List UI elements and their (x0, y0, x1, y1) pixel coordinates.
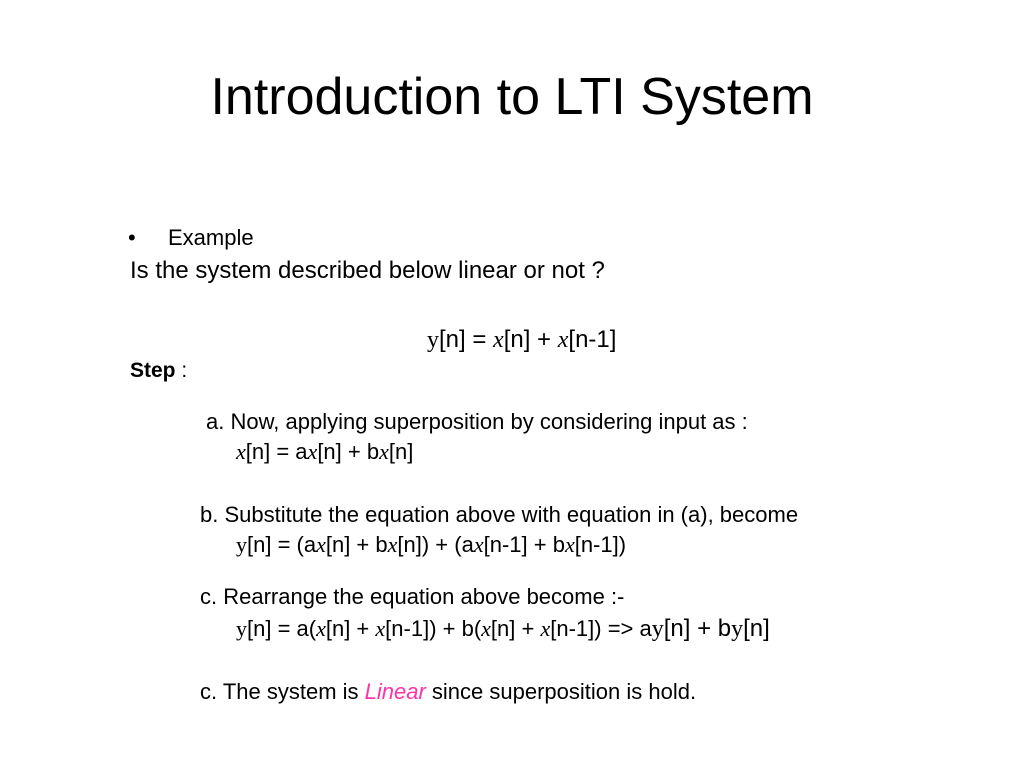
step-heading: Step : (130, 359, 188, 382)
slide-title: Introduction to LTI System (210, 68, 814, 126)
bullet-label: Example (168, 225, 254, 250)
item-a-text: a. Now, applying superposition by considering input as : (206, 409, 748, 434)
question-text: Is the system described below linear or not ? (130, 257, 605, 284)
item-b-text: b. Substitute the equation above with equation in (a), become (200, 502, 799, 527)
item-b-equation: y[n] = (ax[n] + bx[n]) + (ax[n-1] + bx[n-1]) (236, 532, 627, 557)
main-equation: y[n] = x[n] + x[n-1] (427, 326, 617, 353)
item-c-equation: y[n] = a(x[n] + x[n-1]) + b(x[n] + x[n-1]) => ay[n] + by[n] (236, 615, 770, 642)
item-a-equation: x[n] = ax[n] + bx[n] (236, 439, 414, 464)
conclusion-text: c. The system is Linear since superposition is hold. (200, 679, 697, 704)
bullet-icon: • (128, 225, 136, 250)
linear-highlight: Linear (364, 679, 426, 704)
example-bullet (128, 225, 254, 251)
item-c-text: c. Rearrange the equation above become :- (200, 584, 625, 609)
